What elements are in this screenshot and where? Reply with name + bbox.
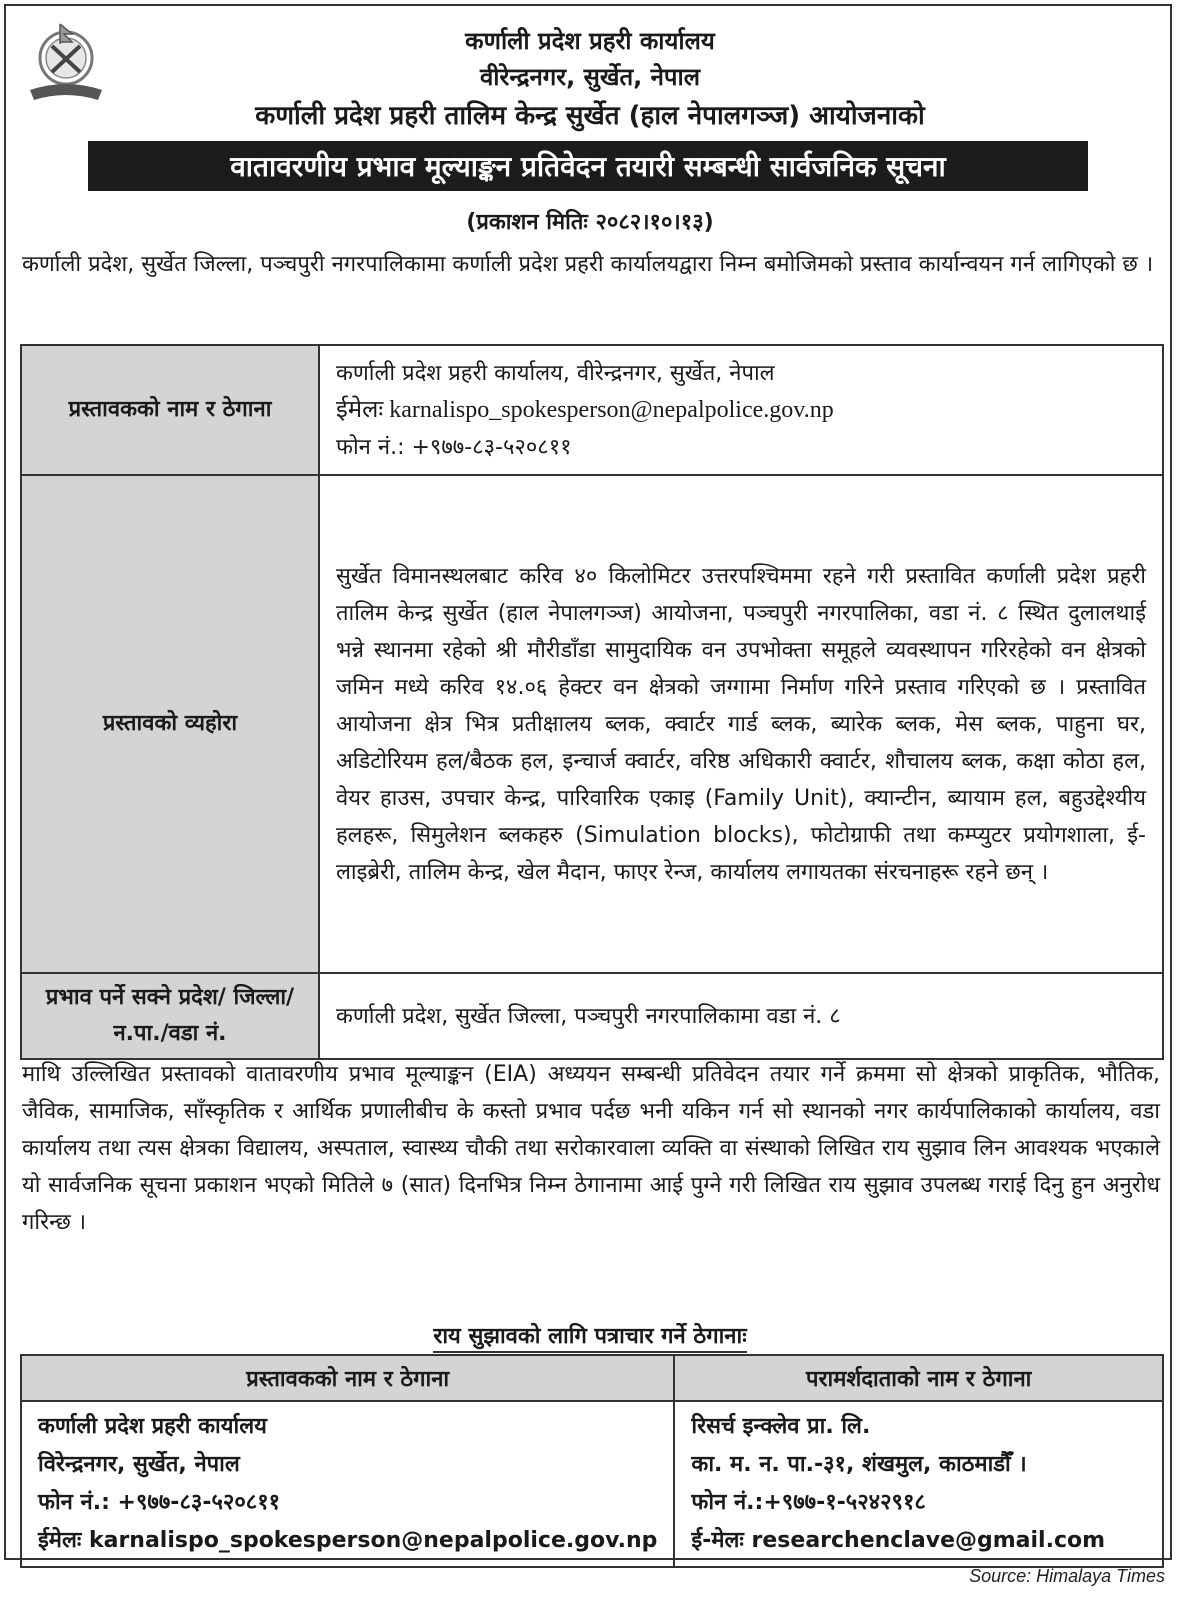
proponent-contact bbox=[21, 1401, 674, 1567]
table-row bbox=[21, 345, 1163, 475]
table-row bbox=[21, 1401, 1163, 1567]
consultant-contact bbox=[674, 1401, 1163, 1567]
proposal-description-label: प्रस्तावको व्यहोरा bbox=[21, 475, 319, 973]
table-row bbox=[21, 475, 1163, 973]
source-credit: Source: Himalaya Times bbox=[969, 1566, 1165, 1586]
proponent-phone: फोन नं.: +९७७-८३-५२०८११ bbox=[38, 1490, 281, 1515]
notice-title-text: वातावरणीय प्रभाव मूल्याङ्कन प्रतिवेदन तयारी सम्बन्धी सार्वजनिक सूचना bbox=[230, 150, 946, 183]
proponent-column-header: प्रस्तावकको नाम र ठेगाना bbox=[21, 1355, 674, 1401]
table-row bbox=[21, 973, 1163, 1059]
proponent-label: प्रस्तावकको नाम र ठेगाना bbox=[21, 345, 319, 475]
proposal-description: सुर्खेत विमानस्थलबाट करिव ४० किलोमिटर उत्तरपश्चिममा रहने गरी प्रस्तावित कर्णाली प्रदेश प्रहरी तालिम केन्द्र सुर्खेत (हाल नेपालगञ्ज) आयोजना, पञ्चपुरी नगरपालिका, वडा नं. ८ स्थित दुलालथाई भन्ने स्थानमा रहेको श्री मौरीडाँडा सामुदायिक वन उपभोक्ता समूहले व्यवस्थापन गरिरहेको वन क्षेत्रको जमिन मध्ये करिव १४.०६ हेक्टर वन क्षेत्रको जग्गामा निर्माण गरिने प्रस्ताव गरिएको छ । प्रस्तावित आयोजना क्षेत्र भित्र प्रतीक्षालय ब्लक, क्वार्टर गार्ड ब्लक, ब्यारेक ब्लक, मेस ब्लक, पाहुना घर, अडिटोरियम हल/बैठक हल, इन्चार्ज क्वार्टर, वरिष्ठ अधिकारी क्वार्टर, शौचालय ब्लक, कक्षा कोठा हल, वेयर हाउस, उपचार केन्द्र, पारिवारिक एकाइ (Family Unit), क्यान्टीन, ब्यायाम हल, बहुउद्देश्यीय हलहरू, सिमुलेशन ब्लकहरु (Simulation blocks), फोटोग्राफी तथा कम्प्युटर प्रयोगशाला, ई-लाइब्रेरी, तालिम केन्द्र, खेल मैदान, फाएर रेन्ज, कार्यालय लगायतका संरचनाहरू रहने छन् । bbox=[319, 475, 1163, 973]
intro-paragraph: कर्णाली प्रदेश, सुर्खेत जिल्ला, पञ्चपुरी नगरपालिकामा कर्णाली प्रदेश प्रहरी कार्यालयद्वारा निम्न बमोजिमको प्रस्ताव कार्यान्वयन गर्न लागिएको छ । bbox=[22, 252, 1154, 277]
contacts-table bbox=[20, 1354, 1164, 1568]
correspondence-heading-text: राय सुझावको लागि पत्राचार गर्ने ठेगानाः bbox=[433, 1324, 746, 1353]
proponent-phone: फोन नं.: +९७७-८३-५२०८११ bbox=[336, 434, 572, 460]
office-address: वीरेन्द्रनगर, सुर्खेत, नेपाल bbox=[479, 63, 701, 91]
consultant-column-header: परामर्शदाताको नाम र ठेगाना bbox=[674, 1355, 1163, 1401]
proponent-email: ईमेलः karnalispo_spokesperson@nepalpolice.gov.np bbox=[336, 396, 834, 423]
project-name: कर्णाली प्रदेश प्रहरी तालिम केन्द्र सुर्खेत (हाल नेपालगञ्ज) आयोजनाको bbox=[255, 101, 925, 131]
notice-title bbox=[88, 141, 1088, 191]
consultant-phone: फोन नं.:+९७७-१-५२४२९१८ bbox=[691, 1490, 926, 1515]
affected-area-value: कर्णाली प्रदेश, सुर्खेत जिल्ला, पञ्चपुरी नगरपालिकामा वडा नं. ८ bbox=[319, 973, 1163, 1059]
proposal-details-table bbox=[20, 344, 1164, 1060]
proponent-address: कर्णाली प्रदेश प्रहरी कार्यालय, वीरेन्द्रनगर, सुर्खेत, नेपाल bbox=[336, 360, 775, 386]
office-name: कर्णाली प्रदेश प्रहरी कार्यालय bbox=[465, 27, 715, 55]
notice-document bbox=[4, 4, 1172, 1560]
affected-area-label: प्रभाव पर्ने सक्ने प्रदेश/ जिल्ला/न.पा./वडा नं. bbox=[21, 973, 319, 1059]
proponent-address: विरेन्द्रनगर, सुर्खेत, नेपाल bbox=[38, 1452, 240, 1477]
proponent-value bbox=[319, 345, 1163, 475]
consultant-address: का. म. न. पा.-३१, शंखमुल, काठमाडौँ । bbox=[691, 1452, 1027, 1477]
consultant-email[interactable]: ई-मेलः researchenclave@gmail.com bbox=[691, 1528, 1106, 1553]
table-header-row bbox=[21, 1355, 1163, 1401]
proponent-name: कर्णाली प्रदेश प्रहरी कार्यालय bbox=[38, 1414, 267, 1439]
publication-date: (प्रकाशन मितिः २०८२।१०।१३) bbox=[466, 210, 714, 235]
proponent-email[interactable]: ईमेलः karnalispo_spokesperson@nepalpolice.gov.np bbox=[38, 1528, 658, 1553]
correspondence-heading bbox=[6, 1320, 1174, 1350]
consultant-name: रिसर्च इन्क्लेव प्रा. लि. bbox=[691, 1414, 871, 1439]
notice-paragraph: माथि उल्लिखित प्रस्तावको वातावरणीय प्रभाव मूल्याङ्कन (EIA) अध्ययन सम्बन्धी प्रतिवेदन तयार गर्ने क्रममा सो क्षेत्रको प्राकृतिक, भौतिक, जैविक, सामाजिक, साँस्कृतिक र आर्थिक प्रणालीबीच के कस्तो प्रभाव पर्दछ भनी यकिन गर्न सो स्थानको नगर कार्यपालिकाको कार्यालय, वडा कार्यालय तथा त्यस क्षेत्रका विद्यालय, अस्पताल, स्वास्थ्य चौकी तथा सरोकारवाला व्यक्ति वा संस्थाको लिखित राय सुझाव लिन आवश्यक भएकाले यो सार्वजनिक सूचना प्रकाशन भएको मितिले ७ (सात) दिनभित्र निम्न ठेगानामा आई पुग्ने गरी लिखित राय सुझाव उपलब्ध गराई दिनु हुन अनुरोध गरिन्छ । bbox=[22, 1062, 1160, 1235]
